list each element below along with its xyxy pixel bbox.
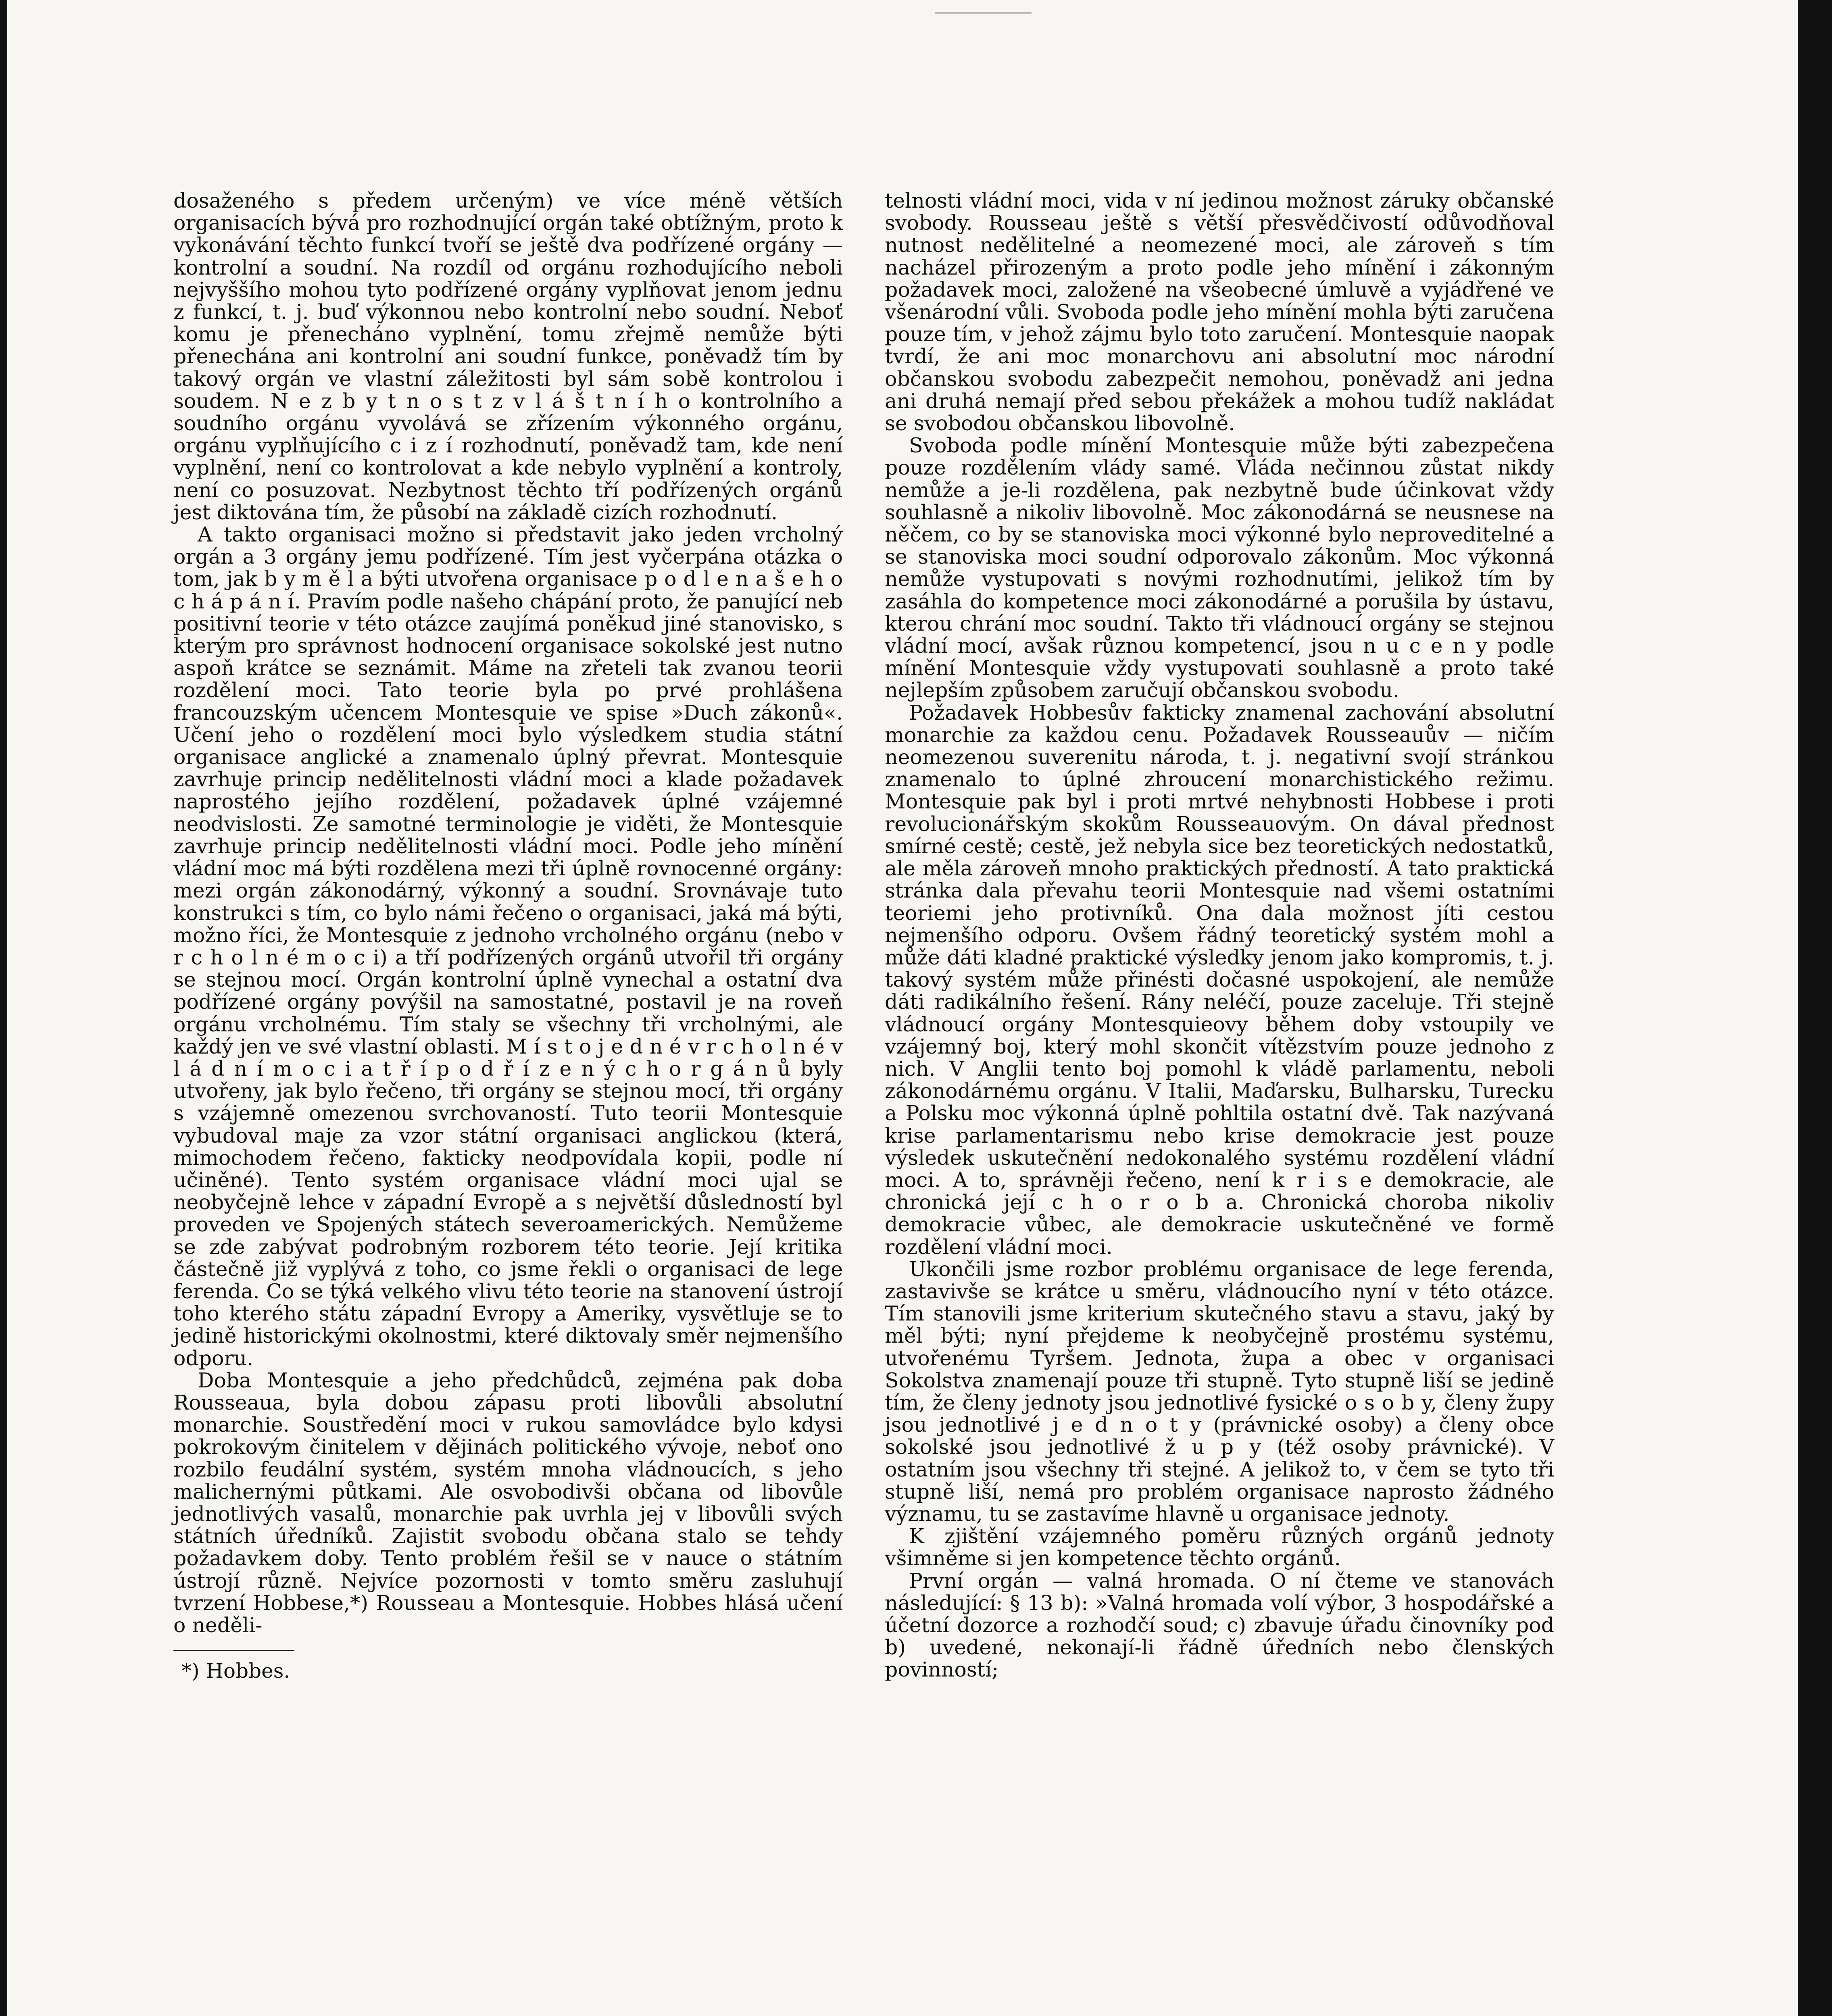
paragraph: dosaženého s předem určeným) ve více méně větších organisacích bývá pro rozhodnující orgán také obtížným, proto k vykonávání těchto funkcí tvoří se ještě dva podřízené orgány — kontrolní a soudní. Na rozdíl od orgánu rozhodujícího neboli nejvyššího mohou tyto podřízené orgány vyplňovat jenom jednu z funkcí, t. j. buď výkonnou nebo kontrolní nebo soudní. Neboť komu je přenecháno vyplnění, tomu zřejmě nemůže býti přenechána ani kontrolní ani soudní funkce, poněvadž tím by takový orgán ve vlastní záležitosti byl sám sobě kontrolou i soudem. N e z b y t n o s t z v l á š t n í h o kontrolního a soudního orgánu vyvolává se zřízením výkonného orgánu, orgánu vyplňujícího c i z í rozhodnutí, poněvadž tam, kde není vyplnění, není co kontrolovat a kde nebylo vyplnění a kontroly, není co posuzovat. Nezbytnost těchto tří podřízených orgánů jest diktována tím, že působí na základě cizích rozhodnutí. <box>173 189 843 524</box>
paragraph: Doba Montesquie a jeho předchůdců, zejména pak doba Rousseaua, byla dobou zápasu proti libovůli absolutní monarchie. Soustředění moci v rukou samovládce bylo kdysi pokrokovým činitelem v dějinách politického vývoje, neboť ono rozbilo feudální systém, systém mnoha vládnoucích, s jeho malichernými půtkami. Ale osvobodivši občana od libovůle jednotlivých vasalů, monarchie pak uvrhla jej v libovůli svých státních úředníků. Zajistit svobodu občana stalo se tehdy požadavkem doby. Tento problém řešil se v nauce o státním ústrojí různě. Nejvíce pozornosti v tomto směru zasluhují tvrzení Hobbese,*) Rousseau a Montesquie. Hobbes hlásá učení o neděli- <box>173 1368 843 1637</box>
paragraph: A takto organisaci možno si představit jako jeden vrcholný orgán a 3 orgány jemu podřízené. Tím jest vyčerpána otázka o tom, jak b y m ě l a býti utvořena organisace p o d l e n a š e h o c h á p á n í. Pravím podle našeho chápání proto, že panující neb positivní teorie v této otázce zaujímá poněkud jiné stanovisko, s kterým pro správnost hodnocení organisace sokolské jest nutno aspoň krátce se seznámit. Máme na zřeteli tak zvanou teorii rozdělení moci. Tato teorie byla po prvé prohlášena francouzským učencem Montesquie ve spise »Duch zákonů«. Učení jeho o rozdělení moci bylo výsledkem studia státní organisace anglické a znamenalo úplný převrat. Montesquie zavrhuje princip nedělitelnosti vládní moci a klade požadavek naprostého jejího rozdělení, požadavek úplné vzájemné neodvislosti. Ze samotné terminologie je viděti, že Montesquie zavrhuje princip nedělitelnosti vládní moci. Podle jeho mínění vládní moc má býti rozdělena mezi tři úplně rovnocenné orgány: mezi orgán zákonodárný, výkonný a soudní. Srovnávaje tuto konstrukci s tím, co bylo námi řečeno o organisaci, jaká má býti, možno říci, že Montesquie z jednoho vrcholného orgánu (nebo v r c h o l n é m o c i) a tří podřízených orgánů utvořil tři orgány se stejnou mocí. Orgán kontrolní úplně vynechal a ostatní dva podřízené orgány povýšil na samostatné, postavil je na roveň orgánu vrcholnému. Tím staly se všechny tři vrcholnými, ale každý jen ve své vlastní oblasti. M í s t o j e d n é v r c h o l n é v l á d n í m o c i a t ř í p o d ř í z e n ý c h o r g á n ů byly utvořeny, jak bylo řečeno, tři orgány se stejnou mocí, tři orgány s vzájemně omezenou svrchovaností. Tuto teorii Montesquie vybudoval maje za vzor státní organisaci anglickou (která, mimochodem řečeno, fakticky neodpovídala kopii, podle ní učiněné). Tento systém organisace vládní moci ujal se neobyčejně lehce v západní Evropě a s největší důsledností byl proveden ve Spojených státech severoamerických. Nemůžeme se zde zabývat podrobným rozborem této teorie. Její kritika částečně již vyplývá z toho, co jsme řekli o organisaci de lege ferenda. Co se týká velkého vlivu této teorie na stanovení ústrojí toho kterého státu západní Evropy a Ameriky, vysvětluje se to jedině historickými okolnostmi, které diktovaly směr nejmenšího odporu. <box>173 523 843 1370</box>
footnote: *) Hobbes. <box>181 1659 290 1683</box>
paragraph: První orgán — valná hromada. O ní čteme ve stanovách následující: § 13 b): »Valná hromada volí výbor, 3 hospodářské a účetní dozorce a rozhodčí soud; c) zbavuje úřadu činovníky pod b) uvedené, nekonají-li řádně úředních nebo členských povinností; <box>885 1568 1554 1682</box>
right-column <box>885 190 1554 1681</box>
paragraph: Ukončili jsme rozbor problému organisace de lege ferenda, zastavivše se krátce u směru, vládnoucího nyní v této otázce. Tím stanovili jsme kriterium skutečného stavu a stavu, jaký by měl býti; nyní přejdeme k neobyčejně prostému systému, utvořenému Tyršem. Jednota, župa a obec v organisaci Sokolstva znamenají pouze tři stupně. Tyto stupně liší se jedině tím, že členy jednoty jsou jednotlivé fysické o s o b y, členy župy jsou jednotlivé j e d n o t y (právnické osoby) a členy obce sokolské jsou jednotlivé ž u p y (též osoby právnické). V ostatním jsou všechny tři stejné. A jelikož to, v čem se tyto tři stupně liší, nemá pro problém organisace naprosto žádného významu, tu se zastavíme hlavně u organisace jednoty. <box>885 1257 1554 1526</box>
header-mark <box>935 12 1032 14</box>
paragraph: telnosti vládní moci, vida v ní jedinou možnost záruky občanské svobody. Rousseau ještě s větší přesvědčivostí odůvodňoval nutnost nedělitelné a neomezené moci, ale zároveň s tím nacházel přirozeným a proto podle jeho mínění i zákonným požadavek moci, založené na všeobecné úmluvě a vyjádřené ve všenárodní vůli. Svoboda podle jeho mínění mohla býti zaručena pouze tím, v jehož zájmu bylo toto zaručení. Montesquie naopak tvrdí, že ani moc monarchovu ani absolutní moc národní občanskou svobodu zabezpečit nemohou, poněvadž ani jedna ani druhá nemají před sebou překážek a mohou tudíž nakládat se svobodou občanskou libovolně. <box>885 189 1554 435</box>
paragraph: K zjištění vzájemného poměru různých orgánů jednoty všimněme si jen kompetence těchto orgánů. <box>885 1524 1554 1570</box>
paragraph: Svoboda podle mínění Montesquie může býti zabezpečena pouze rozdělením vlády samé. Vláda nečinnou zůstat nikdy nemůže a je-li rozdělena, pak nezbytně bude účinkovat vždy souhlasně a nikoliv libovolně. Moc zákonodárná se neusnese na něčem, co by se stanoviska moci výkonné bylo neproveditelné a se stanoviska moci soudní odporovalo zákonům. Moc výkonná nemůže vystupovati s novými rozhodnutími, jelikož tím by zasáhla do kompetence moci zákonodárné a porušila by ústavu, kterou chrání moc soudní. Takto tři vládnoucí orgány se stejnou vládní mocí, avšak různou kompetencí, jsou n u c e n y podle mínění Montesquie vždy vystupovati souhlasně a proto také nejlepším způsobem zaručují občanskou svobodu. <box>885 433 1554 702</box>
left-column <box>173 190 843 1682</box>
footnote-divider <box>173 1650 294 1651</box>
paragraph: Požadavek Hobbesův fakticky znamenal zachování absolutní monarchie za každou cenu. Požadavek Rousseauův — ničím neomezenou suverenitu národa, t. j. negativní svojí stránkou znamenalo to úplné zhroucení monarchistického režimu. Montesquie pak byl i proti mrtvé nehybnosti Hobbese i proti revolucionářským skokům Rousseauovým. On dával přednost smírné cestě; cestě, jež nebyla sice bez teoretických nedostatků, ale měla zároveň mnoho praktických předností. A tato praktická stránka dala převahu teorii Montesquie nad všemi ostatními teoriemi jeho protivníků. Ona dala možnost jíti cestou nejmenšího odporu. Ovšem řádný teoretický systém mohl a může dáti kladné praktické výsledky jenom jako kompromis, t. j. takový systém může přinésti dočasné uspokojení, ale nemůže dáti radikálního řešení. Rány neléčí, pouze zaceluje. Tři stejně vládnoucí orgány Montesquieovy během doby vstoupily ve vzájemný boj, který mohl skončit vítězstvím pouze jednoho z nich. V Anglii tento boj pomohl k vládě parlamentu, neboli zákonodárnému orgánu. V Italii, Maďarsku, Bulharsku, Turecku a Polsku moc výkonná úplně pohltila ostatní dvě. Tak nazývaná krise parlamentarismu nebo krise demokracie jest pouze výsledek uskutečnění nedokonalého systému rozdělení vládní moci. A to, správněji řečeno, není k r i s e demokracie, ale chronická její c h o r o b a. Chronická choroba nikoliv demokracie vůbec, ale demokracie uskutečněné ve formě rozdělení vládní moci. <box>885 700 1554 1259</box>
document-page <box>7 0 1798 2016</box>
